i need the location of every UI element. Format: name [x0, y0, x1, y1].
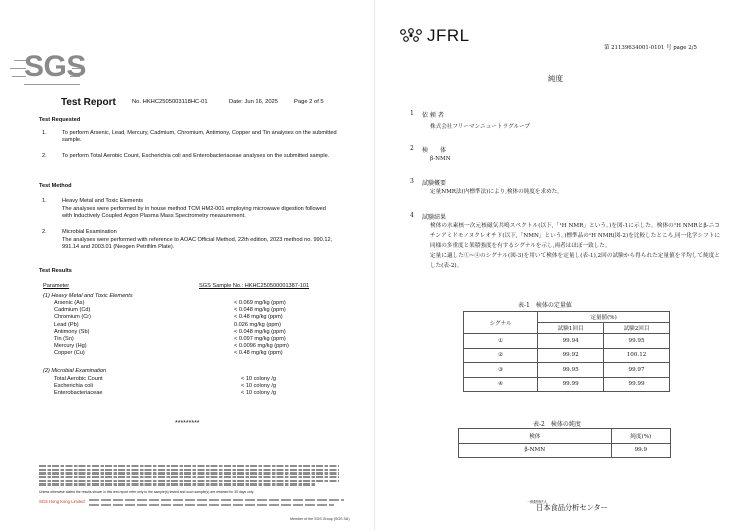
report-number: No. HKHC2505003118HC-01	[132, 99, 208, 105]
sample-column-header: 検体	[459, 429, 612, 444]
report-date: Date: Jun 16, 2025	[229, 99, 278, 105]
result-group-label: (1) Heavy Metal and Toxic Elements	[43, 293, 133, 299]
method-item-text: The analyses were performed by in house method TCM HM2-001 employing microwave digestion followed with Inductively Coupled Argon Plasma Mass Spectrometry measurement.	[62, 206, 326, 220]
table-row	[464, 363, 670, 378]
test-results-text: 検体の水素核一次元核磁気共鳴スペクトル(以下,「¹H NMR」という。)を図-1に示した。検体の¹H NMRとβ-ニコチンアミドモノヌクレオチド(以下,「NMN」という。)標準品の¹H NMR(図-2)を比較したところ,同一化学シフトに同様の多重度と架積強度を有するシグナルを示し,両者はほぼ一致した。 定量に適した①~④のシグナル(図-3)を用いて検体を定量し(表-1),2回の試験から得られた定量値を平均して純度とした(表-2)。	[430, 223, 720, 269]
result-row	[54, 390, 314, 397]
value-column-group-header: 定量値(%)	[538, 312, 670, 323]
jfrl-logo-text: JFRL	[427, 26, 470, 45]
result-name: Antimony (Sb)	[54, 328, 90, 335]
result-row	[54, 376, 314, 383]
table-row	[464, 377, 670, 392]
signal-cell: ①	[464, 334, 538, 349]
result-row	[54, 307, 314, 314]
method-item-title: Heavy Metal and Toxic Elements	[62, 198, 144, 204]
sgs-footer-brand: SGS Hong Kong Limited	[39, 499, 85, 504]
requested-item-text: To perform Total Aerobic Count, Escherichia coli and Enterobacteriaceae analyses on the submitted sample.	[62, 153, 330, 159]
sgs-logo-text: SGS	[24, 50, 86, 83]
result-value: < 0.48 mg/kg (ppm)	[234, 314, 283, 321]
table-row	[464, 348, 670, 363]
method-item-title: Microbial Examination	[62, 229, 117, 235]
section-title: 純度	[548, 74, 563, 83]
test2-cell: 99.99	[604, 377, 670, 392]
method-item-number: 1.	[42, 198, 47, 204]
quantitation-table	[463, 311, 670, 392]
jfrl-report-page	[378, 0, 750, 530]
jfrl-stamp	[527, 500, 608, 513]
requested-item-text: To perform Arsenic, Lead, Mercury, Cadmium, Chromium, Antimony, Copper and Tin analyses on the submitted sample.	[62, 130, 337, 144]
result-name: Total Aerobic Count	[54, 376, 103, 382]
test-method-heading: Test Method	[39, 183, 72, 189]
result-name: Escherichia coli	[54, 383, 93, 390]
result-name: Tin (Sn)	[54, 336, 74, 342]
test-outline: 定量NMR法(内標準法)により,検体の純度を求めた。	[430, 189, 563, 195]
result-group-label: (2) Microbial Examination	[43, 368, 107, 374]
report-page: Page 2 of 5	[294, 99, 324, 105]
result-name: Enterobacteriaceae	[54, 390, 103, 397]
requested-item-number: 1.	[42, 130, 47, 136]
sample-column-header: SGS Sample No.: HKHC250500001387-101	[199, 283, 310, 289]
test-results-heading: Test Results	[39, 268, 72, 274]
test2-cell: 100.12	[604, 348, 670, 363]
section-number: 3	[410, 178, 414, 185]
test-requested-heading: Test Requested	[39, 117, 81, 123]
result-value: < 0.48 mg/kg (ppm)	[234, 350, 283, 357]
test2-cell: 99.97	[604, 363, 670, 378]
purity-table	[458, 428, 671, 458]
fine-print-disclaimer	[39, 465, 339, 487]
jfrl-logo	[398, 27, 478, 45]
test2-column-header: 試験2回目	[604, 323, 670, 334]
jfrl-flower-icon	[398, 27, 426, 45]
report-title: Test Report	[61, 97, 116, 108]
result-row	[54, 336, 314, 343]
jfrl-stamp-name: 日本食品分析センター	[536, 503, 608, 512]
result-value: < 0.048 mg/kg (ppm)	[234, 307, 286, 314]
test1-column-header: 試験1回目	[538, 323, 604, 334]
purity-cell: 99.9	[611, 443, 670, 458]
section-label: 試験概要	[422, 180, 447, 187]
section-number: 4	[410, 212, 414, 219]
result-row	[54, 343, 314, 350]
test1-cell: 99.92	[538, 348, 604, 363]
sample-cell: β-NMN	[459, 443, 612, 458]
result-name: Cadmium (Cd)	[54, 307, 91, 314]
requested-item-number: 2.	[42, 153, 47, 159]
method-item-text: The analyses were performed with reference to AOAC Official Method, 22th edition, 2023 method no. 990.12, 991.14 and 2003.01 (Neogen Petrifilm Plate).	[62, 237, 333, 251]
result-row	[54, 383, 314, 390]
table2-title: 表-2 検体の純度	[533, 421, 581, 428]
section-number: 1	[410, 110, 414, 117]
result-value: < 0.048 mg/kg (ppm)	[234, 328, 286, 335]
test1-cell: 99.94	[538, 334, 604, 349]
sgs-logo	[10, 46, 86, 86]
result-value: < 10 colony /g	[241, 390, 276, 397]
test1-cell: 99.95	[538, 363, 604, 378]
sample-name: β-NMN	[430, 156, 451, 162]
sgs-footer	[39, 498, 349, 510]
result-value: < 10 colony /g	[241, 383, 276, 390]
result-value: < 10 colony /g	[241, 376, 276, 382]
table-row	[459, 443, 671, 458]
result-name: Lead (Pb)	[54, 321, 79, 328]
result-row	[54, 350, 314, 357]
purity-column-header: 純度(%)	[611, 429, 670, 444]
result-row	[54, 300, 314, 307]
end-of-results-mark: *********	[175, 420, 200, 427]
result-value: 0.026 mg/kg (ppm)	[234, 321, 281, 328]
table1-title: 表-1 検体の定量値	[518, 302, 572, 309]
section-label: 試験結果	[422, 214, 447, 221]
result-row	[54, 322, 314, 329]
result-value: < 0.097 mg/kg (ppm)	[234, 336, 286, 342]
section-label: 依 頼 者	[422, 112, 444, 119]
result-name: Copper (Cu)	[54, 350, 85, 357]
sgs-member-line: Member of the SGS Group (SGS SA)	[290, 517, 350, 521]
sample-retention-note: Unless otherwise stated the results shown in this test report refer only to the sample(s) tested and such sample(s) are retained for 30 days only.	[39, 490, 254, 494]
signal-column-header: シグナル	[464, 312, 538, 334]
table-row	[464, 334, 670, 349]
signal-cell: ③	[464, 363, 538, 378]
signal-cell: ④	[464, 377, 538, 392]
result-name: Mercury (Hg)	[54, 343, 87, 350]
result-name: Chromium (Cr)	[54, 314, 91, 321]
section-label: 検 体	[422, 147, 447, 154]
result-value: < 0.069 mg/kg (ppm)	[234, 300, 286, 306]
parameter-column-header: Parameter	[43, 283, 70, 289]
document-number: 第 21139634001-0101 号 page 2/5	[604, 45, 697, 51]
result-name: Arsenic (As)	[54, 300, 85, 306]
signal-cell: ②	[464, 348, 538, 363]
test1-cell: 99.99	[538, 377, 604, 392]
result-value: < 0.0096 mg/kg (ppm)	[234, 343, 289, 350]
result-row	[54, 329, 314, 336]
result-row	[54, 314, 314, 321]
section-number: 2	[410, 145, 414, 152]
test2-cell: 99.95	[604, 334, 670, 349]
jfrl-stamp-prefix: 一般財団法人	[527, 500, 547, 504]
client-name: 株式会社フリーマンニュートラグループ	[430, 124, 531, 130]
method-item-number: 2.	[42, 229, 47, 235]
